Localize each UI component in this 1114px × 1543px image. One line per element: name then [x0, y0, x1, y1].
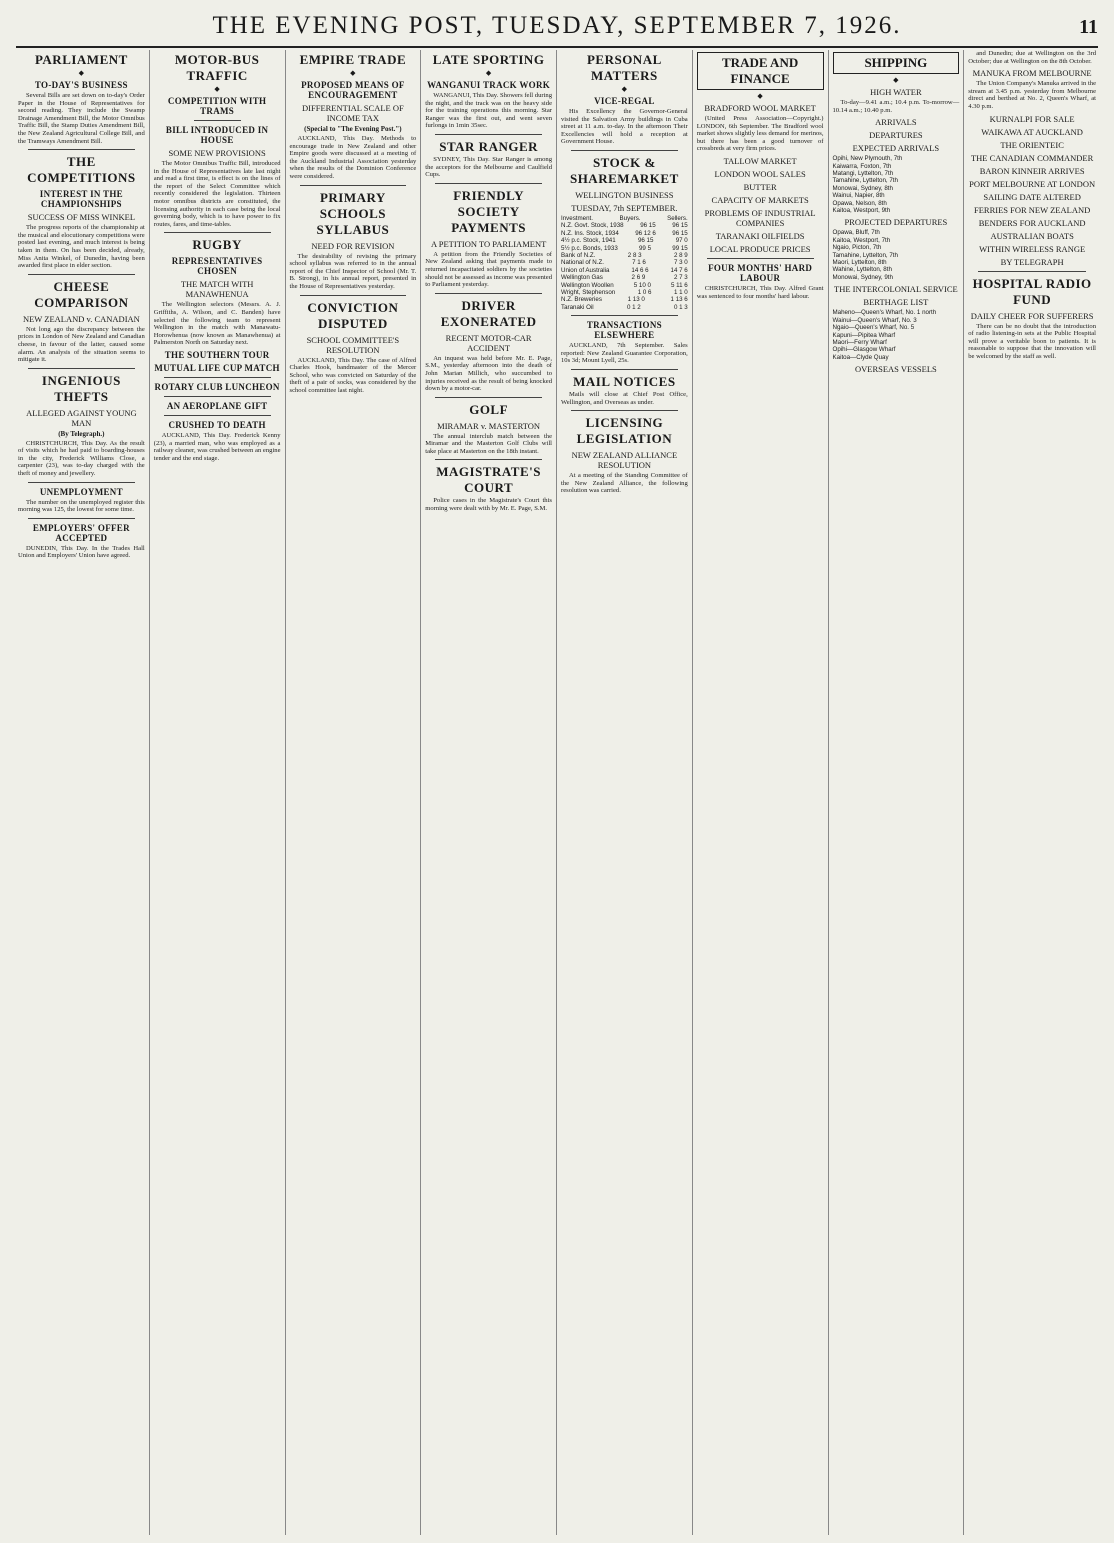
section-heading: LICENSING LEGISLATION — [576, 415, 673, 447]
section-heading: CHEESE COMPARISON — [34, 278, 129, 310]
article-text: The Union Company's Manuka arrived in the stream at 3.45 p.m. yesterday from Melbourne direct and berthed at No. 2, Queen's Wharf, at 4.30 p.m. — [968, 80, 1096, 110]
subheading: BERTHAGE LIST — [863, 297, 929, 308]
subheading: THE ORIENTEIC — [1000, 139, 1064, 150]
subheading: VICE-REGAL — [594, 96, 655, 106]
article-text: Not long ago the discrepancy between the prices in London of New Zealand and Canadian cheese, in favour of the latter, caused some alarm. An analysis of the situation seems to mitigate it. — [18, 325, 145, 364]
subheading: TRANSACTIONS ELSEWHERE — [586, 320, 662, 341]
table-row: 4½ p.c. Stock, 1941 96 15 97 0 — [561, 237, 688, 245]
subheading: SAILING DATE ALTERED — [983, 191, 1081, 202]
list-item: Monowai, Sydney, 8th — [832, 184, 893, 192]
section-heading: SHIPPING — [833, 52, 960, 74]
subheading: FOUR MONTHS' HARD LABOUR — [708, 262, 813, 283]
page-number: 11 — [1079, 16, 1098, 38]
section-heading: THE COMPETITIONS — [27, 154, 136, 186]
list-item: Tamahine, Lyttelton, 7th — [832, 177, 898, 185]
article-text: His Excellency the Governor-General visited the Salvation Army buildings in Cuba street at 11 a.m. to-day. In the afternoon Their Excellencies will hold a reception at Government House. — [561, 108, 688, 146]
subheading: MIRAMAR v. MASTERTON — [437, 420, 541, 431]
subheading: DAILY CHEER FOR SUFFERERS — [970, 310, 1094, 321]
list-item: Kaitoa, Westport, 9th — [832, 207, 891, 215]
article-text: Several Bills are set down on to-day's Order Paper in the House of Representatives for second reading. They include the Swamp Drainage Amendment Bill, the Motor Omnibus Traffic Bill, the Stamp Duties Amendment Bill, the New Zealand Agricultural College Bill, and the Tramways Amendment Bill. — [18, 92, 145, 145]
subheading: BY TELEGRAPH — [1000, 256, 1064, 267]
subheading: THE CANADIAN COMMANDER — [970, 152, 1094, 163]
column-7: SHIPPING ◆ HIGH WATER To-day—9.41 a.m.; 10.4 p.m. To-morrow—10.14 a.m.; 10.40 p.m. ARRIVALS DEPARTURES EXPECTED ARRIVALS Opihi, New Plymouth, 7th Kaiwarra, Foxton, 7th Matangi, Lyttelton, 7th Tamahine, Lyttelton, 7th Monowai, Sydney, 8th Wainui, Napier, 8th Opawa, Nelson, 8th Kaitoa, Westport, 9th PROJECTED DEPARTURES Opawa, Bluff, 7th Kaitoa, Westport, 7th Ngaio, Picton, 7th Tamahine, Lyttelton, 7th Maori, Lyttelton, 8th Wahine, Lyttelton, 8th Monowai, Sydney, 9th THE INTERCOLONIAL SERVICE BERTHAGE LIST Maheno—Queen's Wharf, No. 1 north Wainui—Queen's Wharf, No. 3 Ngaio—Queen's Wharf, No. 5 Kapuni—Pipitea Wharf Maori—Ferry Wharf Opihi—Glasgow Wharf Kaitoa—Clyde Quay OVERSEAS VESSELS — [829, 50, 965, 1535]
subheading: BENDERS FOR AUCKLAND — [978, 217, 1086, 228]
list-item: Maheno—Queen's Wharf, No. 1 north — [832, 309, 937, 317]
article-text: AUCKLAND, This Day. Methods to encourage trade in New Zealand and other Empire goods were discussed at a meeting of the Auckland Industrial Association yesterday when the results of the Dominion Conference were considered. — [289, 135, 417, 180]
list-item: Opawa, Nelson, 8th — [832, 199, 887, 207]
article-text: The Motor Omnibus Traffic Bill, introduced in the House of Representatives late last night and read a first time, is effect is on the lines of the report of the Select Committee which recently considered the legislation. Thirteen motor omnibus districts are constituted, the licensing authority in each case being the local governing body, which is to have power to fix routes, fares, and time-tables. — [153, 160, 281, 228]
list-item: Opawa, Bluff, 7th — [832, 229, 880, 237]
list-item: Kaiwarra, Foxton, 7th — [832, 162, 892, 170]
subheading: ARRIVALS — [875, 117, 917, 128]
subheading: SOME NEW PROVISIONS — [168, 148, 266, 158]
subheading: LONDON WOOL SALES — [714, 168, 806, 179]
newspaper-title: THE EVENING POST, TUESDAY, SEPTEMBER 7, 1926. — [212, 12, 902, 39]
subheading: SCHOOL COMMITTEE'S RESOLUTION — [306, 334, 400, 355]
subheading: LOCAL PRODUCE PRICES — [709, 243, 811, 254]
subheading: TARANAKI OILFIELDS — [715, 230, 805, 241]
article-text: DUNEDIN, This Day. In the Trades Hall Union and Employers' Union have agreed. — [18, 544, 145, 560]
list-item: Opihi—Glasgow Wharf — [832, 346, 896, 354]
section-heading: MOTOR-BUS TRAFFIC — [174, 52, 260, 83]
article-text: Mails will close at Chief Post Office, Wellington, and Overseas as under. — [561, 391, 688, 406]
list-item: Kaitoa—Clyde Quay — [832, 353, 889, 361]
list-item: Wainui—Queen's Wharf, No. 3 — [832, 316, 917, 324]
article-text: CHRISTCHURCH, This Day. Alfred Grant was sentenced to four months' hard labour. — [696, 284, 824, 300]
subheading: CRUSHED TO DEATH — [168, 419, 266, 430]
subheading: MUTUAL LIFE CUP MATCH — [154, 362, 280, 373]
section-heading: DRIVER EXONERATED — [440, 297, 537, 329]
subheading: WITHIN WIRELESS RANGE — [979, 243, 1086, 254]
article-text: SYDNEY, This Day. Star Ranger is among the acceptors for the Melbourne and Caulfield Cups. — [425, 155, 552, 179]
section-heading: PERSONAL MATTERS — [586, 52, 662, 83]
column-2: MOTOR-BUS TRAFFIC ◆ COMPETITION WITH TRAMS BILL INTRODUCED IN HOUSE SOME NEW PROVISIONS The Motor Omnibus Traffic Bill, introduced in the House of Representatives late last night and read a first time, is effect is on the lines of the report of the Select Committee which recently considered the legislation. Thirteen motor omnibus districts are constituted, the licensing authority in each case being the local governing body, which is to have power to fix routes, fares, and time-tables. RUGBY REPRESENTATIVES CHOSEN THE MATCH WITH MANAWHENUA The Wellington selectors (Messrs. A. J. Griffiths, A. Wilson, and C. Banden) have selected the following team to represent Wellington in the match with Manawatu-Horowhenua (now known as Manawhenua) at Palmerston North on Saturday next. THE SOUTHERN TOUR MUTUAL LIFE CUP MATCH ROTARY CLUB LUNCHEON AN AEROPLANE GIFT CRUSHED TO DEATH AUCKLAND, This Day. Frederick Kenny (23), a married man, who was employed as a railway cleaner, was crushed between an engine tender and the end stage. — [150, 50, 286, 1535]
section-heading: INGENIOUS THEFTS — [41, 372, 121, 404]
subheading: CAPACITY OF MARKETS — [711, 194, 809, 205]
article-text: An inquest was held before Mr. E. Page, S.M., yesterday afternoon into the death of John Marian Millich, who succumbed to injuries received as the result of being knocked down by a motor-car. — [425, 354, 552, 393]
article-text: The Wellington selectors (Messrs. A. J. Griffiths, A. Wilson, and C. Banden) have selected the following team to represent Wellington in the match with Manawatu-Horowhenua (now known as Manawhenua) at Palmerston North on Saturday next. — [153, 301, 281, 347]
section-heading: MAGISTRATE'S COURT — [436, 464, 541, 496]
subheading: BILL INTRODUCED IN HOUSE — [165, 125, 269, 145]
subheading: BARON KINNEIR ARRIVES — [979, 165, 1085, 176]
subheading: NEW ZEALAND ALLIANCE RESOLUTION — [571, 450, 678, 471]
subheading: TO-DAY'S BUSINESS — [34, 80, 128, 90]
column-8 — [964, 50, 1100, 1535]
subheading: THE INTERCOLONIAL SERVICE — [834, 284, 958, 295]
section-heading: EMPIRE TRADE — [299, 52, 407, 67]
list-item: Wainui, Napier, 8th — [832, 192, 885, 200]
subheading: MANUKA FROM MELBOURNE — [972, 68, 1092, 79]
stock-table — [561, 215, 688, 311]
section-heading: STAR RANGER — [439, 138, 539, 154]
article-text: The number on the unemployed register this morning was 125, the lowest for some time. — [18, 498, 145, 514]
table-row: N.Z. Govt. Stock, 1938 96 15 96 15 — [561, 222, 688, 230]
subheading: DEPARTURES — [869, 130, 923, 141]
article-text: (United Press Association—Copyright.) LONDON, 6th September. The Bradford wool market shows slightly less demand for merinos, but there has been a good turnover of crossbreds at very firm prices. — [696, 115, 824, 153]
table-row: N.Z. Breweries 1 13 0 1 13 6 — [561, 296, 688, 304]
subheading: AN AEROPLANE GIFT — [166, 400, 268, 411]
list-item: Kapuni—Pipitea Wharf — [832, 331, 896, 339]
section-heading: LATE SPORTING — [432, 52, 545, 67]
article-text: To-day—9.41 a.m.; 10.4 p.m. To-morrow—10.14 a.m.; 10.40 p.m. — [832, 99, 960, 114]
article-text: The annual interclub match between the Miramar and the Masterton Golf Clubs will take place at Masterton on the 18th instant. — [425, 432, 552, 455]
list-item: Ngaio—Queen's Wharf, No. 5 — [832, 324, 915, 332]
subheading: PROJECTED DEPARTURES — [844, 217, 948, 228]
subheading: AUSTRALIAN BOATS — [990, 230, 1074, 241]
section-heading: FRIENDLY SOCIETY PAYMENTS — [451, 187, 527, 235]
list-item: Kaitoa, Westport, 7th — [832, 236, 891, 244]
subheading: FERRIES FOR NEW ZEALAND — [974, 204, 1091, 215]
columns — [14, 50, 1100, 1535]
subheading: REPRESENTATIVES CHOSEN — [171, 256, 263, 277]
subheading: A PETITION TO PARLIAMENT — [430, 238, 547, 249]
subheading: HIGH WATER — [870, 87, 922, 97]
subheading: ROTARY CLUB LUNCHEON — [154, 381, 280, 392]
subheading: THE MATCH WITH MANAWHENUA — [180, 279, 254, 300]
list-item: Wahine, Lyttelton, 8th — [832, 266, 892, 274]
table-date: TUESDAY, 7th SEPTEMBER. — [571, 202, 678, 213]
subheading: EXPECTED ARRIVALS — [852, 143, 940, 154]
expected-arrivals-list — [833, 155, 960, 214]
subheading: PORT MELBOURNE AT LONDON — [969, 178, 1096, 189]
subheading: NEW ZEALAND v. CANADIAN — [22, 313, 140, 324]
byline: (By Telegraph.) — [58, 429, 105, 438]
list-item: Matangi, Lyttelton, 7th — [832, 170, 894, 177]
subheading: OVERSEAS VESSELS — [854, 364, 937, 375]
table-row: 5½ p.c. Bonds, 1933 99 5 99 15 — [561, 244, 688, 252]
subheading: DIFFERENTIAL SCALE OF INCOME TAX — [302, 103, 404, 123]
article-text: Police cases in the Magistrate's Court this morning were dealt with by Mr. E. Page, S.M. — [425, 497, 552, 513]
article-text: AUCKLAND, 7th September. Sales reported: New Zealand Guarantee Corporation, 10s 3d; Mount Lyell, 25s. — [561, 342, 688, 365]
subheading: WAIKAWA AT AUCKLAND — [981, 126, 1083, 137]
article-text: The progress reports of the championship at the musical and elocutionary competitions were posted last evening, and much interest is being taken in them. On has been decided, already, Miss Anita Winkel, of Dunedin, having been awarded first place in elder section. — [18, 224, 145, 270]
list-item: Maori, Lyttelton, 8th — [832, 259, 887, 267]
article-text: WANGANUI, This Day. Showers fell during the night, and the track was on the heavy side for the training operations this morning. Star Ranger was the first out, and went seven furlongs in 1min 35sec. — [425, 92, 552, 130]
list-item: Opihi, New Plymouth, 7th — [832, 155, 903, 163]
article-text: A petition from the Friendly Societies of New Zealand asking that payments made to returned incapacitated soldiers by the societies should not be assessed as income was presented to Parliament yesterday. — [425, 250, 552, 289]
article-text: There can be no doubt that the introduction of radio listening-in sets at the Public Hospital will prove a veritable boon to patients. It is reasonable to suppose that the innovation will be welcomed by the staff as well. — [968, 322, 1096, 360]
subheading: PROBLEMS OF INDUSTRIAL COMPANIES — [704, 207, 816, 228]
table-row: Wright, Stephenson 1 0 6 1 1 0 — [561, 289, 688, 297]
list-item: Tamahine, Lyttelton, 7th — [832, 251, 898, 259]
subheading: WELLINGTON BUSINESS — [575, 189, 674, 200]
projected-departures-list — [833, 229, 960, 281]
byline: (Special to "The Evening Post.") — [304, 125, 402, 133]
section-heading: MAIL NOTICES — [573, 374, 676, 390]
subheading: TALLOW MARKET — [723, 155, 797, 166]
column-4: LATE SPORTING ◆ WANGANUI TRACK WORK WANGANUI, This Day. Showers fell during the night, and the track was on the heavy side for the training operations this morning. Star Ranger was the first out, and went seven furlongs in 1min 35sec. STAR RANGER SYDNEY, This Day. Star Ranger is among the acceptors for the Melbourne and Caulfield Cups. FRIENDLY SOCIETY PAYMENTS A PETITION TO PARLIAMENT A petition from the Friendly Societies of New Zealand asking that payments made to returned incapacitated soldiers by the societies should not be assessed as income was presented to Parliament yesterday. DRIVER EXONERATED RECENT MOTOR-CAR ACCIDENT An inquest was held before Mr. E. Page, S.M., yesterday afternoon into the death of John Marian Millich, who succumbed to injuries received as the result of being knocked down by a motor-car. GOLF MIRAMAR v. MASTERTON The annual interclub match between the Miramar and the Masterton Golf Clubs will take place at Masterton on the 18th instant. MAGISTRATE'S COURT Police cases in the Magistrate's Court this morning were dealt with by Mr. E. Page, S.M. — [421, 50, 557, 1535]
subheading: EMPLOYERS' OFFER ACCEPTED — [32, 522, 130, 543]
article-text: CHRISTCHURCH, This Day. As the result of visits which he had paid to boarding-houses in the city, Frederick Williams Close, a carpenter (23), was to-day charged with the theft of money and jewellery. — [18, 439, 145, 478]
subheading: RECENT MOTOR-CAR ACCIDENT — [445, 332, 532, 353]
article-text: AUCKLAND, This Day. Frederick Kenny (23), a married man, who was employed as a railway cleaner, was crushed between an engine tender and the end stage. — [153, 431, 281, 462]
table-row: Union of Australia 14 6 6 14 7 6 — [561, 266, 688, 274]
subheading: UNEMPLOYMENT — [39, 486, 123, 497]
table-row: Taranaki Oil 0 1 2 0 1 3 — [561, 303, 688, 311]
subheading: BRADFORD WOOL MARKET — [704, 103, 816, 113]
subheading: PROPOSED MEANS OF ENCOURAGEMENT — [301, 80, 405, 100]
column-1: PARLIAMENT ◆ TO-DAY'S BUSINESS Several Bills are set down on to-day's Order Paper in the House of Representatives for second reading. They include the Swamp Drainage Amendment Bill, the Motor Omnibus Traffic Bill, the Stamp Duties Amendment Bill, the New Zealand Agricultural College Bill, and the Tramways Amendment Bill. THE COMPETITIONS INTEREST IN THE CHAMPIONSHIPS SUCCESS OF MISS WINKEL The progress reports of the championship at the musical and elocutionary competitions were posted last evening, and much interest is being taken in them. On has been decided, already, Miss Anita Winkel, of Dunedin, having been awarded first place in elder section. CHEESE COMPARISON NEW ZEALAND v. CANADIAN Not long ago the discrepancy between the prices in London of New Zealand and Canadian cheese, in favour of the latter, caused some alarm. An analysis of the situation seems to mitigate it. INGENIOUS THEFTS ALLEGED AGAINST YOUNG MAN (By Telegraph.) CHRISTCHURCH, This Day. As the result of visits which he had paid to boarding-houses in the city, Frederick Williams Close, a carpenter (23), was to-day charged with the theft of money and jewellery. UNEMPLOYMENT The number on the unemployed register this morning was 125, the lowest for some time. EMPLOYERS' OFFER ACCEPTED DUNEDIN, This Day. In the Trades Hall Union and Employers' Union have agreed. — [14, 50, 150, 1535]
subheading: WANGANUI TRACK WORK — [427, 80, 551, 90]
column-3: EMPIRE TRADE ◆ PROPOSED MEANS OF ENCOURAGEMENT DIFFERENTIAL SCALE OF INCOME TAX (Special to "The Evening Post.") AUCKLAND, This Day. Methods to encourage trade in New Zealand and other Empire goods were discussed at a meeting of the Auckland Industrial Association yesterday when the results of the Dominion Conference were considered. PRIMARY SCHOOLS SYLLABUS NEED FOR REVISION The desirability of revising the primary school syllabus was referred to in the annual report of the Chief Inspector of School (Mr. T. B. Strong), in his annual report, presented in the House of Representatives yesterday. CONVICTION DISPUTED SCHOOL COMMITTEE'S RESOLUTION AUCKLAND, This Day. The case of Alfred Charles Hook, bandmaster of the Mercer School, who was convicted on Saturday of the theft of a pair of socks, was considered by the school committee last night. — [286, 50, 422, 1535]
section-heading: HOSPITAL RADIO FUND — [972, 275, 1092, 307]
subheading: KURNALPI FOR SALE — [989, 113, 1075, 124]
section-heading: TRADE AND FINANCE — [697, 52, 824, 90]
table-row: Wellington Gas 2 6 9 2 7 3 — [561, 274, 688, 282]
masthead — [16, 8, 1098, 48]
table-row: Wellington Woollen 5 10 0 5 11 6 — [561, 281, 688, 289]
section-heading: PRIMARY SCHOOLS SYLLABUS — [316, 189, 390, 237]
subheading: BUTTER — [743, 181, 777, 192]
section-heading: STOCK & SHAREMARKET — [569, 154, 679, 186]
section-heading: RUGBY — [192, 237, 242, 253]
article-text: AUCKLAND, This Day. The case of Alfred Charles Hook, bandmaster of the Mercer School, who was convicted on Saturday of the theft of a pair of socks, was considered by the school committee last night. — [289, 356, 417, 394]
subheading: THE SOUTHERN TOUR — [164, 349, 270, 360]
list-item: Monowai, Sydney, 9th — [832, 273, 893, 281]
subheading: COMPETITION WITH TRAMS — [167, 96, 267, 116]
subheading: NEED FOR REVISION — [311, 240, 395, 251]
article-text: and Dunedin; due at Wellington on the 3rd October; due at Wellington on the 8th October. — [968, 50, 1096, 65]
article-text: At a meeting of the Standing Committee of the New Zealand Alliance, the following resolution was carried. — [561, 472, 688, 495]
subheading: SUCCESS OF MISS WINKEL — [27, 212, 136, 223]
article-text: The desirability of revising the primary school syllabus was referred to in the annual report of the Chief Inspector of School (Mr. T. B. Strong), in his annual report, presented in the House of Representatives yesterday. — [289, 252, 417, 290]
table-row: Bank of N.Z. 2 8 3 2 8 9 — [561, 252, 688, 259]
column-6: TRADE AND FINANCE ◆ BRADFORD WOOL MARKET (United Press Association—Copyright.) LONDON, 6th September. The Bradford wool market shows slightly less demand for merinos, but there has been a good turnover of crossbreds at very firm prices. TALLOW MARKET LONDON WOOL SALES BUTTER CAPACITY OF MARKETS PROBLEMS OF INDUSTRIAL COMPANIES TARANAKI OILFIELDS LOCAL PRODUCE PRICES FOUR MONTHS' HARD LABOUR CHRISTCHURCH, This Day. Alfred Grant was sentenced to four months' hard labour. — [693, 50, 829, 1535]
section-heading: GOLF — [469, 401, 509, 417]
section-heading: CONVICTION DISPUTED — [307, 299, 399, 331]
subheading: INTEREST IN THE CHAMPIONSHIPS — [39, 189, 123, 210]
column-5: PERSONAL MATTERS ◆ VICE-REGAL His Excellency the Governor-General visited the Salvation Army buildings in Cuba street at 11 a.m. to-day. In the afternoon Their Excellencies will hold a reception at Government House. STOCK & SHAREMARKET WELLINGTON BUSINESS TUESDAY, 7th SEPTEMBER. Investment. Buyers. Sellers. N.Z. Govt. Stock, 1938 96 15 96 15 N.Z. Ins. Stock, 1934 96 12 6 96 15 4½ p.c. Stock, 1941 96 15 97 0 5½ p.c. Bonds, 1933 99 5 99 15 Bank of N.Z. 2 8 3 2 8 9 National of N.Z. 7 1 6 7 3 0 Union of Australia 14 6 6 14 7 6 Wellington Gas 2 6 9 2 7 3 Wellington Woollen 5 10 0 5 11 6 Wright, Stephenson 1 0 6 1 1 0 N.Z. Breweries 1 13 0 1 13 6 Taranaki Oil 0 1 2 0 1 3 TRANSACTIONS ELSEWHERE AUCKLAND, 7th September. Sales reported: New Zealand Guarantee Corporation, 10s 3d; Mount Lyell, 25s. MAIL NOTICES Mails will close at Chief Post Office, Wellington, and Overseas as under. LICENSING LEGISLATION NEW ZEALAND ALLIANCE RESOLUTION At a meeting of the Standing Committee of the New Zealand Alliance, the following resolution was carried. — [557, 50, 693, 1535]
subheading: ALLEGED AGAINST YOUNG MAN — [26, 407, 137, 428]
table-header: Investment. Buyers. Sellers. — [561, 214, 688, 222]
list-item: Maori—Ferry Wharf — [832, 338, 887, 346]
table-row: N.Z. Ins. Stock, 1934 96 12 6 96 15 — [561, 229, 688, 237]
section-heading: PARLIAMENT — [34, 52, 128, 67]
list-item: Ngaio, Picton, 7th — [832, 244, 882, 252]
table-row: National of N.Z. 7 1 6 7 3 0 — [561, 259, 688, 267]
berthage-list — [833, 309, 960, 361]
